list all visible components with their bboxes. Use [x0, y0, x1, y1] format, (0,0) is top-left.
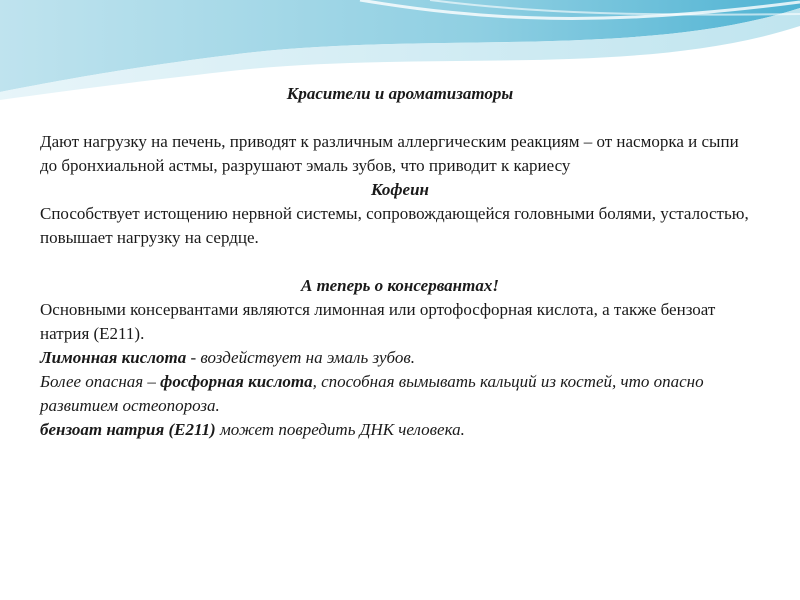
sodium-benzoate-text: может повредить ДНК человека. — [215, 420, 465, 439]
phosphoric-acid-term: фосфорная кислота — [160, 372, 313, 391]
preservatives-intro: Основными консервантами являются лимонная или ортофосфорная кислота, а также бензоат натрия (Е211). — [40, 300, 716, 343]
section-title-caffeine: Кофеин — [371, 180, 429, 199]
section-title-dyes: Красители и ароматизаторы — [286, 84, 514, 103]
sodium-benzoate-term: бензоат натрия (Е211) — [40, 420, 216, 439]
section-title-preservatives: А теперь о консервантах! — [301, 276, 499, 295]
phosphoric-acid-prefix: Более опасная – — [40, 372, 161, 391]
caffeine-description: Способствует истощению нервной системы, сопровождающейся головными болями, усталостью, повышает нагрузку на сердце. — [40, 204, 749, 247]
slide-content — [40, 82, 760, 442]
sodium-benzoate-line — [40, 418, 760, 442]
phosphoric-acid-text: , способная вымывать кальций из костей, что опасно развитием остеопороза. — [40, 372, 704, 415]
phosphoric-acid-line — [40, 370, 760, 418]
citric-acid-line — [40, 346, 760, 370]
citric-acid-term: Лимонная кислота — [40, 348, 187, 367]
citric-acid-text: - воздействует на эмаль зубов. — [186, 348, 415, 367]
dyes-description: Дают нагрузку на печень, приводят к различным аллергическим реакциям – от насморка и сыпи до бронхиальной астмы, разрушают эмаль зубов, что приводит к кариесу — [40, 132, 739, 175]
